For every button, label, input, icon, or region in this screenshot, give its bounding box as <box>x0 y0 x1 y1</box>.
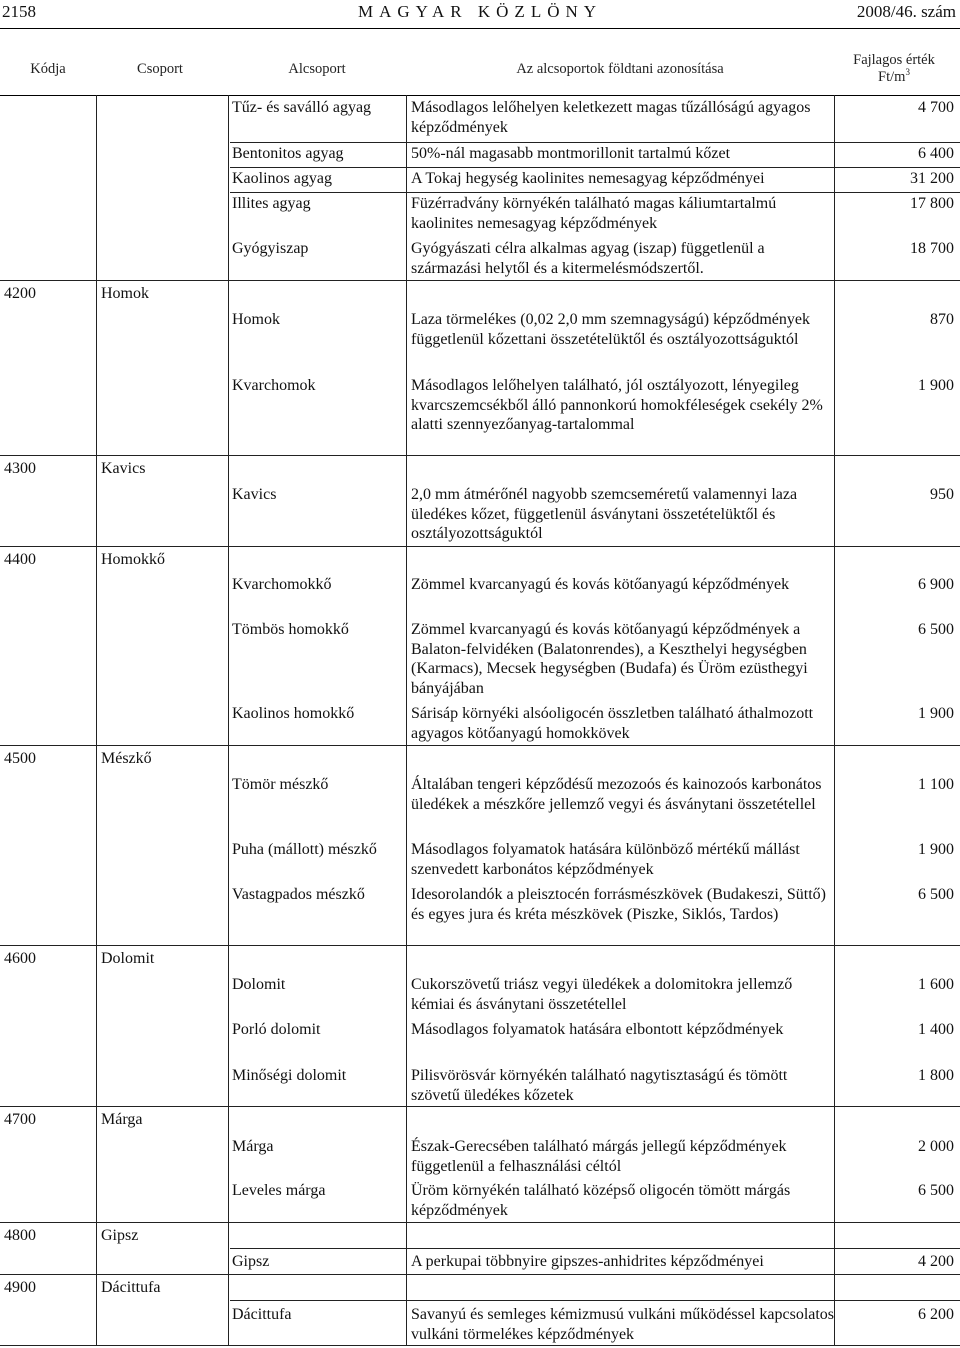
row-divider <box>230 1300 960 1301</box>
subgroup-name: Dolomit <box>232 976 286 993</box>
group-code: 4900 <box>4 1279 36 1296</box>
subgroup-description: 50%-nál magasabb montmorillonit tartalmú kőzet <box>411 145 731 162</box>
subgroup-description: Füzérradvány környékén található magas káliumtartalmú kaolinites nemesagyag képződmények <box>411 195 777 232</box>
unit-value: 18 700 <box>910 240 954 257</box>
journal-title: MAGYAR KÖZLÖNY <box>357 2 603 21</box>
subgroup-name: Homok <box>232 311 280 328</box>
column-divider <box>406 95 407 1345</box>
subgroup-name: Márga <box>232 1138 274 1155</box>
unit-value-unit <box>830 69 958 86</box>
page-header <box>0 0 960 26</box>
column-header-code: Kódja <box>30 61 66 77</box>
group-divider <box>0 280 960 281</box>
subgroup-name: Puha (mállott) mészkő <box>232 841 377 858</box>
unit-value: 6 500 <box>918 1182 954 1199</box>
subgroup-name: Porló dolomit <box>232 1021 321 1038</box>
unit-value: 950 <box>930 486 954 503</box>
unit-value: 1 900 <box>918 841 954 858</box>
column-divider <box>228 95 229 1345</box>
group-divider <box>0 546 960 547</box>
group-code: 4600 <box>4 950 36 967</box>
column-divider <box>96 95 97 1345</box>
subgroup-description: Pilisvörösvár környékén található nagytisztaságú és tömött szövetű üledékes kőzetek <box>411 1067 788 1104</box>
subgroup-description: Másodlagos folyamatok hatására elbontott képződmények <box>411 1021 784 1038</box>
unit-value: 1 600 <box>918 976 954 993</box>
subgroup-description: A Tokaj hegység kaolinites nemesagyag képződményei <box>411 170 765 187</box>
subgroup-name: Kvarchomok <box>232 377 316 394</box>
row-divider <box>230 1248 960 1249</box>
subgroup-name: Tömbös homokkő <box>232 621 349 638</box>
unit-value: 6 200 <box>918 1306 954 1323</box>
page-number: 2158 <box>2 2 36 21</box>
subgroup-description: Zömmel kvarcanyagú és kovás kötőanyagú képződmények <box>411 576 790 593</box>
row-divider <box>230 142 960 143</box>
column-header-identification: Az alcsoportok földtani azonosítása <box>516 61 724 77</box>
group-name: Mészkő <box>101 750 152 767</box>
subgroup-name: Kvarchomokkő <box>232 576 332 593</box>
group-code: 4700 <box>4 1111 36 1128</box>
unit-value: 2 000 <box>918 1138 954 1155</box>
group-divider <box>0 1222 960 1223</box>
subgroup-name: Minőségi dolomit <box>232 1067 347 1084</box>
group-name: Homok <box>101 285 149 302</box>
subgroup-description: A perkupai többnyire gipszes-anhidrites képződményei <box>411 1253 764 1270</box>
subgroup-name: Illites agyag <box>232 195 311 212</box>
subgroup-name: Tömör mészkő <box>232 776 329 793</box>
subgroup-description: Idesorolandók a pleisztocén forrásmészkövek (Budakeszi, Süttő) és egyes jura és kréta mészkövek (Piszke, Siklós, Tardos) <box>411 886 826 923</box>
group-divider <box>0 745 960 746</box>
subgroup-name: Kavics <box>232 486 277 503</box>
subgroup-description: Másodlagos lelőhelyen keletkezett magas tűzállóságú agyagos képződmények <box>411 99 811 136</box>
unit-value: 1 100 <box>918 776 954 793</box>
column-header-subgroup: Alcsoport <box>288 61 346 77</box>
unit-value: 4 200 <box>918 1253 954 1270</box>
subgroup-description: Zömmel kvarcanyagú és kovás kötőanyagú képződmények a Balaton-felvidéken (Balatonrendes), a Keszthelyi hegységben (Karmacs), Mecsek hegységben (Budafa) és Üröm ezüsthegyi bányájában <box>411 621 808 697</box>
subgroup-description: Másodlagos lelőhelyen található, jól osztályozott, lényegileg kvarcszemcsékből álló pannonkorú homokféleségek csekély 2% alatti szennyezőanyag-tartalommal <box>411 377 823 433</box>
unit-value: 1 400 <box>918 1021 954 1038</box>
subgroup-name: Vastagpados mészkő <box>232 886 365 903</box>
unit-value-unit-text: Ft/m <box>878 69 906 85</box>
unit-value: 1 900 <box>918 705 954 722</box>
subgroup-description: Cukorszövetű triász vegyi üledékek a dolomitokra jellemző kémiai és ásványtani összetétellel <box>411 976 793 1013</box>
subgroup-name: Leveles márga <box>232 1182 326 1199</box>
subgroup-name: Tűz- és saválló agyag <box>232 99 372 116</box>
unit-value: 4 700 <box>918 99 954 116</box>
unit-value: 870 <box>930 311 954 328</box>
group-code: 4300 <box>4 460 36 477</box>
group-divider <box>0 1106 960 1107</box>
row-divider <box>230 167 960 168</box>
subgroup-name: Bentonitos agyag <box>232 145 344 162</box>
subgroup-description: Savanyú és semleges kémizmusú vulkáni működéssel kapcsolatos vulkáni törmelékes képződmények <box>411 1306 835 1343</box>
group-divider <box>0 1274 960 1275</box>
subgroup-description: Észak-Gerecsében található márgás jellegű képződmények függetlenül a felhasználási céltól <box>411 1138 787 1175</box>
subgroup-description: 2,0 mm átmérőnél nagyobb szemcseméretű valamennyi laza üledékes kőzet, függetlenül ásványtani összetételüktől és osztályozottságuktól <box>411 486 798 542</box>
issue-label: 2008/46. szám <box>856 2 956 21</box>
subgroup-name: Gyógyiszap <box>232 240 309 257</box>
unit-value: 1 800 <box>918 1067 954 1084</box>
unit-value: 31 200 <box>910 170 954 187</box>
column-header-group: Csoport <box>137 61 183 77</box>
unit-value: 1 900 <box>918 377 954 394</box>
unit-value-unit-sup: 3 <box>905 67 910 78</box>
subgroup-description: Laza törmelékes (0,02 2,0 mm szemnagyságú) képződmények függetlenül kőzettani összetételüktől és osztályozottságuktól <box>411 311 810 348</box>
group-name: Dolomit <box>101 950 155 967</box>
column-divider <box>834 95 835 1345</box>
unit-value: 6 400 <box>918 145 954 162</box>
row-divider <box>230 192 960 193</box>
subgroup-description: Általában tengeri képződésű mezozoós és kainozoós karbonátos üledékek a mészkőre jellemző vegyi és ásványtani összetétellel <box>411 776 822 813</box>
group-divider <box>0 945 960 946</box>
group-name: Márga <box>101 1111 143 1128</box>
unit-value: 17 800 <box>910 195 954 212</box>
group-code: 4500 <box>4 750 36 767</box>
column-header-rule <box>0 95 960 96</box>
group-name: Gipsz <box>101 1227 139 1244</box>
subgroup-description: Másodlagos folyamatok hatására különböző mértékű mállást szenvedett karbonátos képződmények <box>411 841 800 878</box>
group-name: Homokkő <box>101 551 165 568</box>
unit-value-label: Fajlagos érték <box>853 52 935 68</box>
subgroup-name: Dácittufa <box>232 1306 292 1323</box>
unit-value: 6 500 <box>918 886 954 903</box>
subgroup-name: Kaolinos agyag <box>232 170 332 187</box>
group-divider <box>0 455 960 456</box>
header-rule <box>0 28 960 29</box>
subgroup-description: Gyógyászati célra alkalmas agyag (iszap) függetlenül a származási helytől és a kitermelésmódszertől. <box>411 240 765 277</box>
subgroup-name: Gipsz <box>232 1253 270 1270</box>
group-code: 4200 <box>4 285 36 302</box>
subgroup-description: Sárisáp környéki alsóoligocén összletben található áthalmozott agyagos kötőanyagú homokkövek <box>411 705 814 742</box>
group-name: Kavics <box>101 460 146 477</box>
table-bottom-rule <box>0 1345 960 1346</box>
subgroup-name: Kaolinos homokkő <box>232 705 355 722</box>
unit-value: 6 500 <box>918 621 954 638</box>
group-code: 4400 <box>4 551 36 568</box>
group-name: Dácittufa <box>101 1279 161 1296</box>
subgroup-description: Üröm környékén található középső oligocén tömött márgás képződmények <box>411 1182 791 1219</box>
group-code: 4800 <box>4 1227 36 1244</box>
unit-value: 6 900 <box>918 576 954 593</box>
